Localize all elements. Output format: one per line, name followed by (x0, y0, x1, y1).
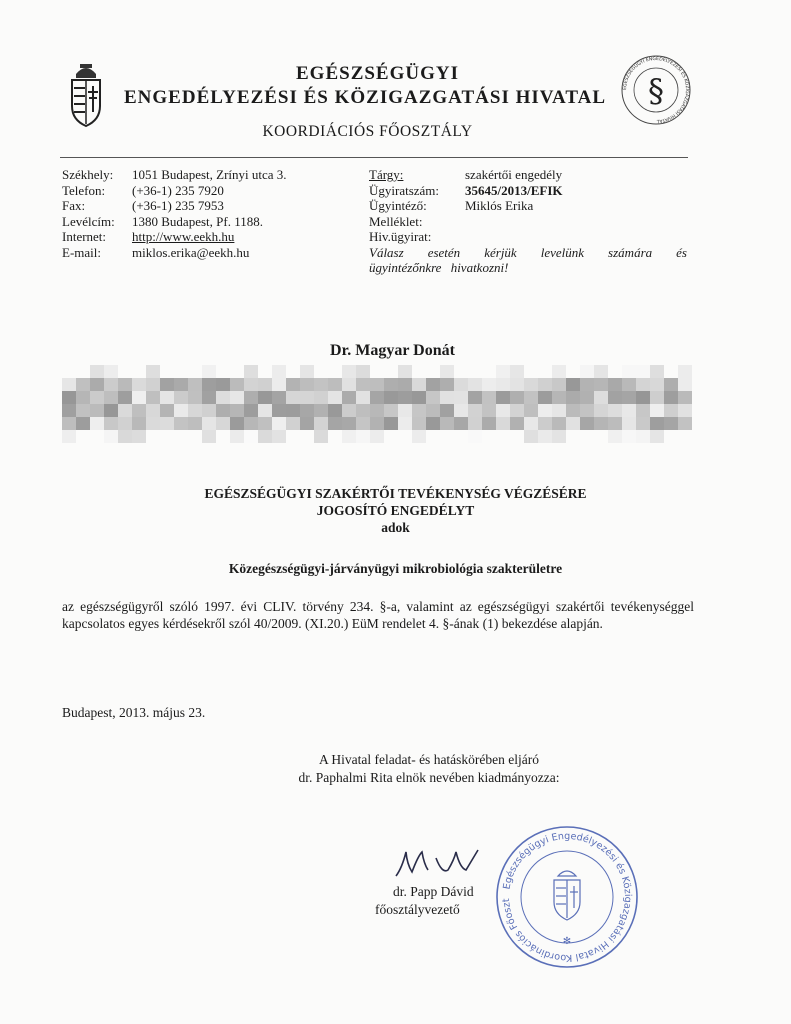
redaction-pixel (538, 417, 552, 430)
redaction-pixel (622, 391, 636, 404)
redaction-pixel (104, 391, 118, 404)
redaction-pixel (524, 417, 538, 430)
redaction-pixel (370, 404, 384, 417)
redaction-pixel (118, 417, 132, 430)
redaction-pixel (678, 391, 692, 404)
redaction-pixel (132, 378, 146, 391)
redaction-pixel (398, 365, 412, 378)
redaction-pixel (566, 391, 580, 404)
redaction-pixel (440, 404, 454, 417)
redaction-pixel (398, 404, 412, 417)
reply-note: Válasz esetén kérjük levelünk számára és ügyintézőnkre hivatkozni! (369, 244, 687, 275)
redaction-pixel (118, 430, 132, 443)
redaction-pixel (342, 378, 356, 391)
redaction-pixel (314, 430, 328, 443)
redaction-pixel (146, 391, 160, 404)
redaction-pixel (272, 404, 286, 417)
redaction-pixel (90, 404, 104, 417)
redaction-pixel (594, 365, 608, 378)
contact-label: Levélcím: (62, 213, 115, 229)
redaction-pixel (356, 404, 370, 417)
redaction-pixel (90, 378, 104, 391)
redaction-pixel (482, 417, 496, 430)
redaction-pixel (160, 417, 174, 430)
redaction-pixel (90, 391, 104, 404)
redaction-pixel (664, 378, 678, 391)
file-no-label: Ügyiratszám: (369, 182, 440, 198)
redaction-pixel (230, 378, 244, 391)
redaction-pixel (272, 378, 286, 391)
redaction-pixel (132, 417, 146, 430)
redaction-pixel (594, 417, 608, 430)
permit-title-line3: adok (381, 520, 410, 535)
redaction-pixel (678, 365, 692, 378)
redaction-pixel (328, 378, 342, 391)
redaction-pixel (216, 378, 230, 391)
redaction-pixel (370, 391, 384, 404)
redaction-pixel (566, 378, 580, 391)
redaction-pixel (314, 404, 328, 417)
redaction-pixel (664, 404, 678, 417)
redaction-pixel (76, 378, 90, 391)
redaction-pixel (356, 391, 370, 404)
redaction-pixel (286, 378, 300, 391)
redaction-pixel (300, 365, 314, 378)
redaction-pixel (62, 378, 76, 391)
stamp-star-icon: ✻ (562, 936, 572, 947)
redaction-pixel (678, 378, 692, 391)
redaction-pixel (244, 430, 258, 443)
redaction-pixel (384, 378, 398, 391)
redaction-pixel (468, 404, 482, 417)
redaction-pixel (342, 391, 356, 404)
redaction-pixel (580, 417, 594, 430)
contact-label: Internet: (62, 229, 107, 244)
contact-label: Fax: (62, 198, 86, 213)
redaction-pixel (650, 404, 664, 417)
redaction-pixel (426, 404, 440, 417)
redaction-pixel (202, 391, 216, 404)
redaction-pixel (216, 417, 230, 430)
redaction-pixel (230, 430, 244, 443)
contact-label: E-mail: (62, 244, 101, 260)
redaction-pixel (552, 404, 566, 417)
legal-basis-text: az egészségügyről szóló 1997. évi CLIV. törvény 234. §-a, valamint az egészségügyi szakértői tevékenységgel kapcsolatos egyes kérdésekről szól 40/2009. (XI.20.) EüM rendelet 4. §-ának (1) bekezdése alapján. (62, 599, 694, 631)
redaction-pixel (202, 417, 216, 430)
redaction-pixel (160, 404, 174, 417)
redaction-pixel (286, 417, 300, 430)
redaction-pixel (412, 391, 426, 404)
redaction-pixel (230, 417, 244, 430)
redaction-pixel (510, 417, 524, 430)
redaction-pixel (286, 391, 300, 404)
redaction-pixel (636, 391, 650, 404)
redaction-pixel (510, 378, 524, 391)
redaction-pixel (300, 391, 314, 404)
redaction-pixel (412, 404, 426, 417)
redaction-pixel (244, 378, 258, 391)
redaction-pixel (664, 391, 678, 404)
redaction-pixel (258, 404, 272, 417)
redaction-pixel (342, 404, 356, 417)
redaction-pixel (258, 430, 272, 443)
stamp-coat-of-arms-icon (554, 871, 580, 920)
redaction-pixel (426, 378, 440, 391)
redaction-pixel (454, 378, 468, 391)
signature-icon (392, 846, 492, 882)
redaction-pixel (202, 378, 216, 391)
contact-row (62, 167, 287, 183)
redaction-pixel (216, 404, 230, 417)
redaction-pixel (524, 404, 538, 417)
redaction-pixel (608, 417, 622, 430)
redaction-pixel (538, 391, 552, 404)
redaction-pixel (342, 365, 356, 378)
redaction-pixel (356, 430, 370, 443)
redaction-pixel (594, 404, 608, 417)
redaction-pixel (608, 391, 622, 404)
redaction-pixel (76, 417, 90, 430)
redaction-pixel (552, 378, 566, 391)
redaction-pixel (608, 404, 622, 417)
redaction-pixel (174, 391, 188, 404)
redaction-pixel (188, 378, 202, 391)
redaction-pixel (622, 430, 636, 443)
redaction-pixel (636, 365, 650, 378)
redaction-pixel (356, 417, 370, 430)
redaction-pixel (370, 378, 384, 391)
redaction-pixel (258, 391, 272, 404)
org-name-line2: ENGEDÉLYEZÉSI ÉS KÖZIGAZGATÁSI HIVATAL (124, 87, 607, 108)
redaction-pixel (104, 417, 118, 430)
redaction-pixel (174, 417, 188, 430)
redaction-pixel (580, 391, 594, 404)
redaction-pixel (356, 365, 370, 378)
redaction-pixel (370, 417, 384, 430)
redaction-pixel (300, 417, 314, 430)
redaction-pixel (650, 365, 664, 378)
redaction-pixel (440, 417, 454, 430)
redaction-pixel (650, 417, 664, 430)
contact-value: 1380 Budapest, Pf. 1188. (132, 213, 263, 229)
redaction-pixel (188, 391, 202, 404)
contact-label: Telefon: (62, 182, 106, 198)
redaction-pixel (76, 404, 90, 417)
redaction-pixel (160, 391, 174, 404)
redaction-pixel (482, 378, 496, 391)
redaction-pixel (496, 417, 510, 430)
redaction-pixel (356, 378, 370, 391)
redaction-pixel (622, 365, 636, 378)
redaction-pixel (622, 378, 636, 391)
redacted-address (62, 365, 692, 445)
case-row (369, 167, 687, 183)
redaction-pixel (440, 365, 454, 378)
redaction-pixel (454, 391, 468, 404)
permit-title-line2: JOGOSÍTÓ ENGEDÉLYT (316, 503, 475, 518)
redaction-pixel (552, 391, 566, 404)
redaction-pixel (202, 365, 216, 378)
redaction-pixel (146, 365, 160, 378)
redaction-pixel (76, 391, 90, 404)
redaction-pixel (510, 404, 524, 417)
redaction-pixel (160, 378, 174, 391)
case-block (369, 167, 687, 276)
redaction-pixel (398, 378, 412, 391)
redaction-pixel (384, 404, 398, 417)
officer-label: Ügyintéző: (369, 198, 427, 213)
redaction-pixel (468, 430, 482, 443)
redaction-pixel (524, 391, 538, 404)
permit-field: Közegészségügyi-járványügyi mikrobiológia szakterületre (228, 561, 563, 576)
redaction-pixel (636, 404, 650, 417)
redaction-pixel (398, 417, 412, 430)
redaction-pixel (62, 430, 76, 443)
redaction-pixel (118, 378, 132, 391)
contact-row (62, 183, 287, 199)
redaction-pixel (146, 378, 160, 391)
redaction-pixel (146, 417, 160, 430)
redaction-pixel (510, 391, 524, 404)
redaction-pixel (132, 391, 146, 404)
email-link[interactable]: miklos.erika@eekh.hu (132, 244, 250, 260)
redaction-pixel (496, 378, 510, 391)
redaction-pixel (608, 378, 622, 391)
redaction-pixel (104, 404, 118, 417)
redaction-pixel (272, 430, 286, 443)
redaction-pixel (314, 417, 328, 430)
website-link[interactable]: http://www.eekh.hu (132, 229, 235, 244)
contact-row (62, 214, 287, 230)
contact-block (62, 167, 287, 260)
redaction-pixel (538, 404, 552, 417)
redaction-pixel (426, 391, 440, 404)
redaction-pixel (118, 391, 132, 404)
redaction-pixel (314, 391, 328, 404)
redaction-pixel (412, 417, 426, 430)
redaction-pixel (482, 391, 496, 404)
redaction-pixel (412, 430, 426, 443)
department-name: KOORDIÁCIÓS FŐOSZTÁLY (262, 123, 473, 140)
redaction-pixel (90, 417, 104, 430)
redaction-pixel (664, 417, 678, 430)
officer-value: Miklós Erika (465, 198, 534, 213)
redaction-pixel (496, 391, 510, 404)
redaction-pixel (62, 404, 76, 417)
redaction-pixel (650, 391, 664, 404)
redaction-pixel (594, 378, 608, 391)
redaction-pixel (594, 391, 608, 404)
redaction-pixel (90, 365, 104, 378)
permit-title-line1: EGÉSZSÉGÜGYI SZAKÉRTŐI TEVÉKENYSÉG VÉGZÉSÉRE (204, 486, 587, 501)
attachment-label: Melléklet: (369, 213, 423, 229)
redaction-pixel (678, 417, 692, 430)
redaction-pixel (244, 417, 258, 430)
redaction-pixel (104, 430, 118, 443)
redaction-pixel (314, 378, 328, 391)
paragraph-icon: § (648, 72, 664, 110)
redaction-pixel (650, 378, 664, 391)
redaction-pixel (342, 430, 356, 443)
redaction-pixel (272, 417, 286, 430)
redaction-pixel (216, 391, 230, 404)
redaction-pixel (440, 378, 454, 391)
redaction-pixel (468, 417, 482, 430)
redaction-pixel (62, 391, 76, 404)
redaction-pixel (496, 404, 510, 417)
redaction-pixel (300, 404, 314, 417)
contact-value: (+36-1) 235 7953 (132, 198, 224, 213)
org-name-line1: EGÉSZSÉGÜGYI (296, 63, 459, 84)
redaction-pixel (552, 365, 566, 378)
contact-value: 1051 Budapest, Zrínyi utca 3. (132, 167, 287, 182)
redaction-pixel (244, 365, 258, 378)
redaction-pixel (608, 430, 622, 443)
redaction-pixel (342, 417, 356, 430)
redaction-pixel (552, 430, 566, 443)
redaction-pixel (258, 378, 272, 391)
subject-value: szakértői engedély (465, 167, 563, 182)
redaction-pixel (328, 417, 342, 430)
redaction-pixel (580, 378, 594, 391)
redaction-pixel (188, 417, 202, 430)
redaction-pixel (398, 391, 412, 404)
redaction-pixel (230, 404, 244, 417)
redaction-pixel (412, 378, 426, 391)
redaction-pixel (468, 378, 482, 391)
redaction-pixel (580, 404, 594, 417)
redaction-pixel (104, 378, 118, 391)
signatory-title: főosztályvezető (375, 902, 460, 917)
header-rule (60, 157, 688, 158)
redaction-pixel (650, 430, 664, 443)
redaction-pixel (636, 378, 650, 391)
redaction-pixel (496, 365, 510, 378)
redaction-pixel (244, 391, 258, 404)
case-row (369, 183, 687, 199)
redaction-pixel (370, 430, 384, 443)
redaction-pixel (188, 404, 202, 417)
redaction-pixel (286, 404, 300, 417)
redaction-pixel (468, 391, 482, 404)
stamp-text: Egészségügyi Engedélyezési és Közigazgatási Hivatal Koordinációs Főoszt (500, 830, 634, 964)
redaction-pixel (524, 430, 538, 443)
case-row (369, 198, 687, 214)
redaction-pixel (440, 391, 454, 404)
redaction-pixel (482, 404, 496, 417)
redaction-pixel (202, 430, 216, 443)
redaction-pixel (622, 417, 636, 430)
redaction-pixel (636, 430, 650, 443)
official-stamp (494, 824, 640, 970)
redaction-pixel (524, 378, 538, 391)
signatory-name: dr. Papp Dávid (393, 884, 474, 899)
redaction-pixel (328, 391, 342, 404)
redaction-pixel (272, 365, 286, 378)
redaction-pixel (300, 378, 314, 391)
recipient-name: Dr. Magyar Donát (330, 342, 455, 359)
redaction-pixel (104, 365, 118, 378)
redaction-pixel (132, 430, 146, 443)
redaction-pixel (454, 404, 468, 417)
redaction-pixel (62, 417, 76, 430)
redaction-pixel (552, 417, 566, 430)
seal-text: EGÉSZSÉGÜGYI ENGEDÉLYEZÉSI ÉS KÖZIGAZGATÁSI HIVATAL (622, 56, 690, 124)
contact-row (62, 245, 287, 261)
reference-label: Hiv.ügyirat: (369, 229, 432, 244)
redaction-pixel (622, 404, 636, 417)
redaction-pixel (202, 404, 216, 417)
redaction-pixel (258, 417, 272, 430)
redaction-pixel (454, 417, 468, 430)
redaction-pixel (384, 391, 398, 404)
place-date: Budapest, 2013. május 23. (62, 705, 206, 720)
case-row (369, 229, 687, 245)
redaction-pixel (678, 404, 692, 417)
redaction-pixel (580, 365, 594, 378)
redaction-pixel (132, 404, 146, 417)
redaction-pixel (384, 417, 398, 430)
redaction-pixel (426, 417, 440, 430)
subject-label: Tárgy: (369, 167, 404, 182)
authority-line2: dr. Paphalmi Rita elnök nevében kiadmányozza: (298, 770, 560, 785)
case-row (369, 214, 687, 230)
redaction-pixel (636, 417, 650, 430)
contact-row (62, 198, 287, 214)
redaction-pixel (538, 378, 552, 391)
redaction-pixel (146, 404, 160, 417)
agency-seal-logo (618, 52, 694, 128)
redaction-pixel (566, 417, 580, 430)
contact-value: (+36-1) 235 7920 (132, 182, 224, 198)
contact-label: Székhely: (62, 167, 114, 182)
authority-line1: A Hivatal feladat- és hatáskörében eljáró (318, 752, 540, 767)
file-no-value: 35645/2013/EFIK (465, 182, 563, 198)
redaction-pixel (174, 378, 188, 391)
redaction-pixel (272, 391, 286, 404)
redaction-pixel (328, 404, 342, 417)
redaction-pixel (538, 430, 552, 443)
redaction-pixel (510, 365, 524, 378)
redaction-pixel (118, 404, 132, 417)
redaction-pixel (174, 404, 188, 417)
redaction-pixel (244, 404, 258, 417)
contact-row (62, 229, 287, 245)
redaction-pixel (230, 391, 244, 404)
redaction-pixel (566, 404, 580, 417)
